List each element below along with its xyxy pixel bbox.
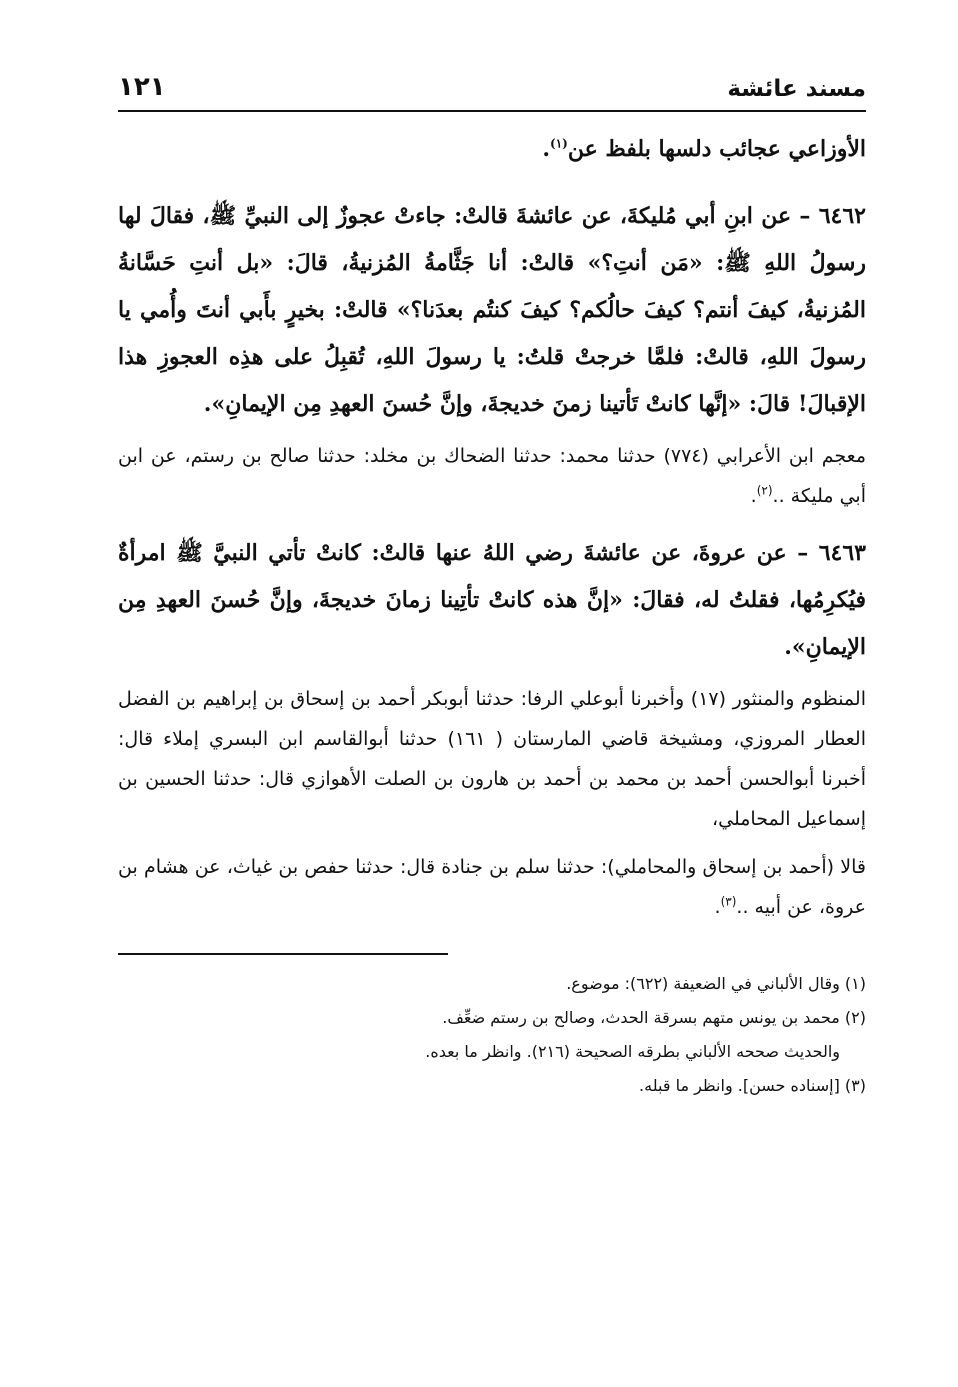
source-6462-end: . xyxy=(750,485,757,507)
book-page xyxy=(118,62,866,1103)
page-number: ١٢١ xyxy=(118,72,166,102)
hadith-6462: ٦٤٦٢ – عن ابنِ أبي مُليكةَ، عن عائشةَ قالتْ: جاءتْ عجوزٌ إلى النبيِّ ﷺ، فقالَ لها رسولُ اللهِ ﷺ: «مَن أنتِ؟» قالتْ: أنا جَثَّامةُ المُزنيةُ، قالَ: «بل أنتِ حَسَّانةُ المُزنيةُ، كيفَ أنتم؟ كيفَ حالُكم؟ كيفَ كنتُم بعدَنا؟» قالتْ: بخيرٍ بأَبي أنتَ وأُمي يا رسولَ اللهِ، قالتْ: فلمَّا خرجتْ قلتُ: يا رسولَ اللهِ، تُقبِلُ على هذِه العجوزِ هذا الإقبالَ! قالَ: «إنَّها كانتْ تَأتينا زمنَ خديجةَ، وإنَّ حُسنَ العهدِ مِن الإيمانِ». xyxy=(118,203,866,417)
source-6463-b-end: . xyxy=(714,896,721,918)
hadith-6463: ٦٤٦٣ – عن عروةَ، عن عائشةَ رضي اللهُ عنها قالتْ: كانتْ تأتي النبيَّ ﷺ امرأةٌ فيُكرِمُها، فقلتُ له، فقالَ: «إنَّ هذه كانتْ تأتِينا زمانَ خديجةَ، وإنَّ حُسنَ العهدِ مِن الإيمانِ». xyxy=(118,540,867,660)
footnote-separator xyxy=(118,953,448,955)
running-header xyxy=(118,62,866,102)
footnote-2-continued: والحديث صححه الألباني بطرقه الصحيحة (٢١٦). وانظر ما بعده. xyxy=(425,1042,840,1061)
paragraph-continuation xyxy=(118,126,866,173)
source-6462 xyxy=(118,436,866,516)
footnotes xyxy=(118,967,866,1103)
source-6463-b xyxy=(118,847,866,927)
footnote-ref-2[interactable]: (٢) xyxy=(756,483,773,498)
source-6462-text: معجم ابن الأعرابي (٧٧٤) حدثنا محمد: حدثنا الضحاك بن مخلد: حدثنا صالح بن رستم، عن ابن أبي مليكة .. xyxy=(118,445,866,507)
footnote-2: (٢) محمد بن يونس متهم بسرقة الحدث، وصالح بن رستم ضعِّف. xyxy=(442,1008,866,1027)
footnote-1: (١) وقال الألباني في الضعيفة (٦٢٢): موضوع. xyxy=(566,974,866,993)
footnote-3: (٣) [إسناده حسن]. وانظر ما قبله. xyxy=(639,1076,866,1095)
footnote-ref-3[interactable]: (٣) xyxy=(720,894,737,909)
source-6463-b-text: قالا (أحمد بن إسحاق والمحاملي): حدثنا سلم بن جنادة قال: حدثنا حفص بن غياث، عن هشام بن عروة، عن أبيه .. xyxy=(118,856,866,918)
footnote-ref-1[interactable]: (١) xyxy=(550,136,568,151)
continuation-text: الأوزاعي عجائب دلسها بلفظ عن xyxy=(567,136,866,162)
continuation-end: . xyxy=(542,136,551,162)
book-title: مسند عائشة xyxy=(727,76,866,102)
source-6463-a: المنظوم والمنثور (١٧) وأخبرنا أبوعلي الرفا: حدثنا أبوبكر أحمد بن إسحاق بن إبراهيم بن الفضل العطار المروزي، ومشيخة قاضي المارستان ( ١٦١) حدثنا أبوالقاسم ابن البسري إملاء قال: أخبرنا أبوالحسن أحمد بن محمد بن أحمد بن هارون بن الصلت الأهوازي قال: حدثنا الحسين بن إسماعيل المحاملي، xyxy=(118,688,866,830)
